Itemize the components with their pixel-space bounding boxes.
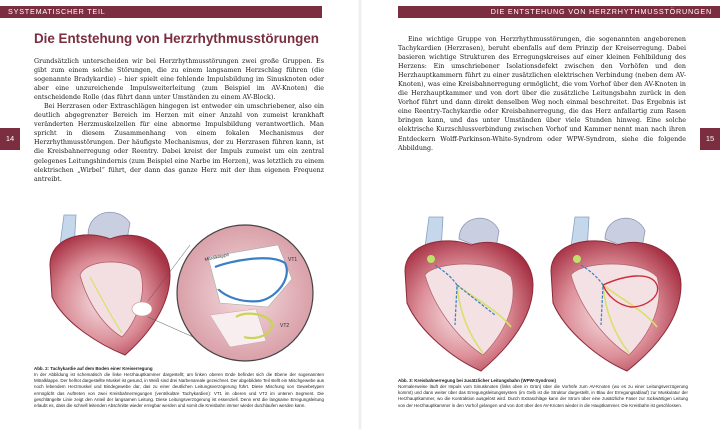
left-paragraph-1: Grundsätzlich unterscheiden wir bei Herzrhythmusstörungen zwei große Gruppen. Es gibt zum einem solche Störungen, die zu einem langsamen Herzschlag führen (die sogenannte Bradykardie) – hier spielt eine fehlende Impulsbildung im Sinusknoten oder aber eine unzureichende Impulsweiterleitung (zum Beispiel im AV-Knoten) die entscheidende Rolle (das führt dann unter Umständen zu einem AV-Block). xyxy=(34,58,324,102)
figure-2-illustration xyxy=(30,205,330,363)
right-page-number: 15 xyxy=(700,128,720,150)
right-paragraph-1: Eine wichtige Gruppe von Herzrhythmusstörungen, die sogenannten angeborenen Tachykardien (Herzrasen), beruht ebenfalls auf dem Prinzip der Kreiserregung. Dabei basieren wichtige Strukturen des Erregungskreises auf einer kleinen Fehlbildung des Herzens: Ein umschriebener Isolationsdefekt zwischen den Vorhöfen und den Herzhauptkammern führt zu einer zusätzlichen elektrischen Verbindung (neben dem AV-Knoten), was eine Kreisbahnerregung ermöglicht, die vom Vorhof über den AV-Knoten in die Herzhauptkammer und von dort über die zusätzliche Leitungsbahn zurück in den Vorhof führt und dann direkt denselben Weg noch einmal beschreitet. Das Ergebnis ist eine Reentry-Tachykardie oder Kreisbahnerregung, die das Herz anfallartig zum Rasen bringen kann, und das unter Umständen über viele Stunden hinweg. Eine solche elektrische Kurzschlussverbindung zwischen Vorhof und Kammer nennt man nach ihren Entdeckern Wolff-Parkinson-White-Syndrom oder WPW-Syndrom, siehe die folgende Abbildung. xyxy=(398,36,686,152)
label-mitralklappe: Mitralklappe xyxy=(204,251,230,262)
label-vt1: VT1 xyxy=(288,257,298,263)
chapter-title: Die Entstehung von Herzrhythmusstörungen xyxy=(34,31,319,46)
figure-2-caption xyxy=(34,366,324,409)
right-header-title: DIE ENTSTEHUNG VON HERZRHYTHMUSSTÖRUNGEN xyxy=(490,7,712,16)
left-header-title: SYSTEMATISCHER TEIL xyxy=(8,7,106,16)
left-page-number: 14 xyxy=(0,128,20,150)
heart-a-sinus-node xyxy=(427,255,435,263)
label-vt2: VT2 xyxy=(280,323,290,329)
heart-b-sinus-node xyxy=(573,255,581,263)
figure-3-illustration xyxy=(395,215,695,375)
right-running-header xyxy=(398,6,720,18)
heart-normal-conduction xyxy=(405,217,533,371)
figure-3-caption-title: Abb. 3: Kreisbahnerregung bei zusätzlicher Leitungsbahn (WPW-Syndrom) xyxy=(398,378,556,383)
figure-2-caption-title: Abb. 2: Tachykardie auf dem Boden einer Kreiserregung xyxy=(34,366,153,371)
right-body-text xyxy=(398,35,686,153)
figure-3-caption-text: Normalerweise läuft der Impuls vom Sinusknoten (links oben in Grün) über die Vorhöfe zum AV-Knoten (wo es zu einer Leitungsverzögerung kommt) und dann weiter über das Erregungsleitungssystem (im Gelb ist die Struktur dargestellt, in Blau der Erregungsablauf) zur Muskulatur der Herzhauptkammer, wo die Kontraktion ausgelöst wird. Durch Extraschläge kann der Strom über eine zusätzliche Faser zur rückwärtigen Leitung von der Herzhauptkammer in den Vorhof gelangen und von dort über den AV-Knoten wieder in die Hauptkammer. Die Kreisbahn ist geschlossen. xyxy=(398,384,688,408)
left-running-header xyxy=(0,6,322,18)
heart-wpw-reentry xyxy=(551,217,681,371)
scar-area xyxy=(132,302,152,316)
left-paragraph-2: Bei Herzrasen oder Extraschlägen hingegen ist entweder ein umschriebener, also ein deutlich abgegrenzter Bereich im Herzen mit einer Anzahl von zumeist krankhaft veränderten Herzmuskelzellen für eine abnorme Impulsbildung verantwortlich. Man spricht in diesem Zusammenhang von einem fokalen Mechanismus der Herzrhythmusstörungen. Der häufigste Mechanismus, der zu Herzrasen führen kann, ist die Kreisbahnerregung oder Reentry. Dabei kreist der Impuls zumeist um ein zentral gelegenes Leitungshindernis (zum Beispiel eine Narbe im Herzen), was letztlich zu einem elektrischen „Wirbel“ führt, der dann das ganze Herz mit der ihm eigenen Frequenz antreibt. xyxy=(34,103,324,183)
figure-3-caption xyxy=(398,378,688,409)
book-gutter xyxy=(358,0,362,429)
figure-2-caption-text: In der Abbildung ist schematisch die linke Herzhauptkammer dargestellt; am linken oberen Ende befindet sich die Ebene der sogenannten Mitralklappe. Der hellrot dargestellte Muskel ist gesund, in Weiß sind drei Narbenareale gezeichnet. Der abgebildete Teil stellt ein Mischgewebe aus noch lebendem Herzmuskel und Bindegewebe dar, das zu einer deutlichen Leitungsverzögerung führt. Diese Mischung von Gewebetypen ermöglicht das Auftreten von zwei Kreisbahnerregungen (ventrikuläre Tachykardien): VT1 im oberen und VT2 im unteren Segment. Die geschlängelte Linie zeigt den Anteil der langsamen Leitung. Diese Leitungsverzögerung ist essenziell. Denn erst die langsame Erregungsleitung erlaubt es, dass die schnell leitenden Abschnitte wieder erregbar werden und somit die Kreisbahn immer wieder durchlaufen werden kann. xyxy=(34,372,324,408)
left-body-text xyxy=(34,57,324,184)
